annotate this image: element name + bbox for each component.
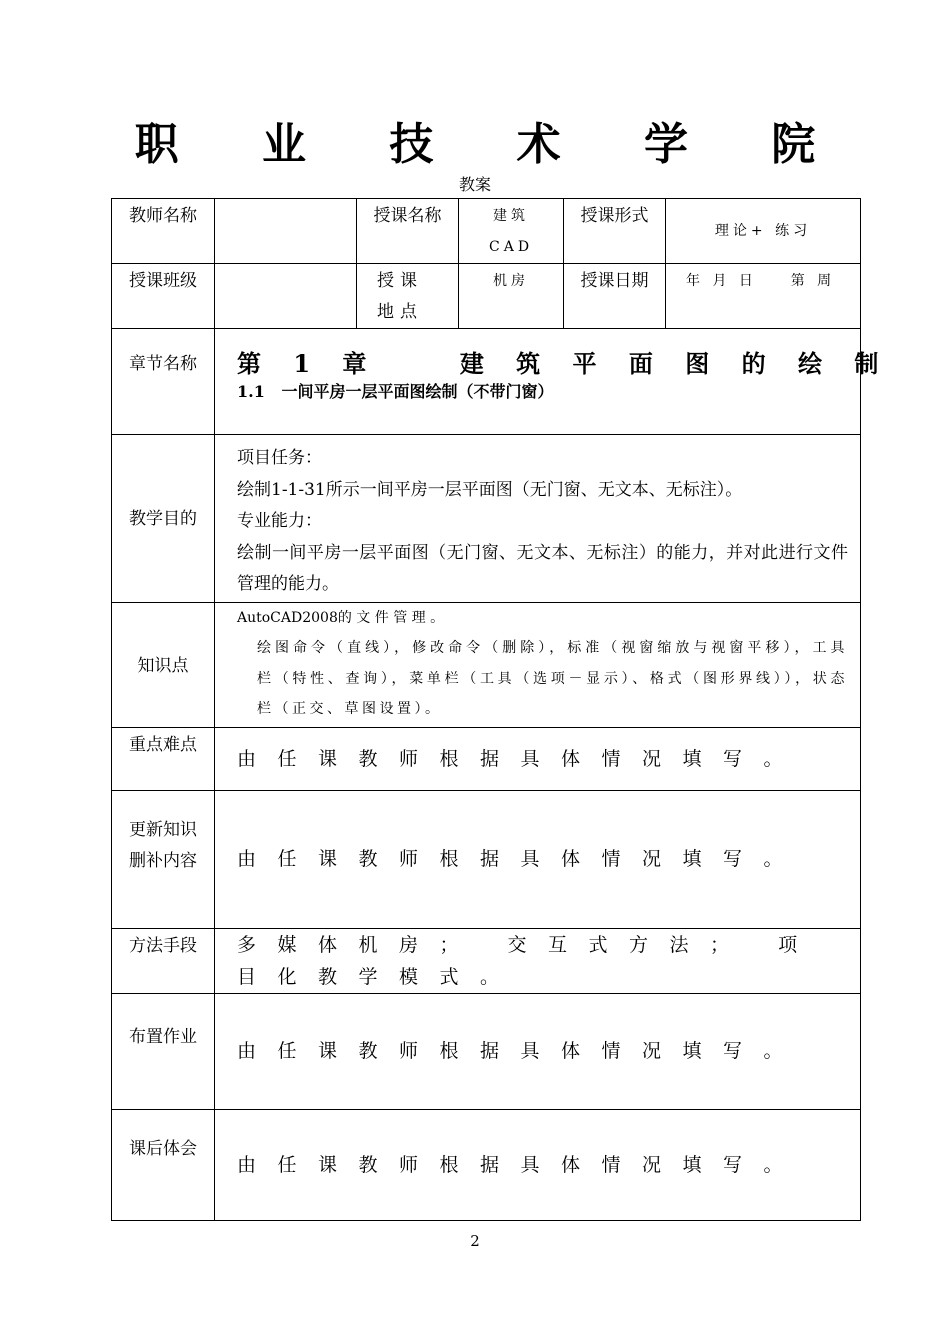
homework-value: 由任课教师根据具体情况填写。 [237,1040,805,1062]
chapter-cell [215,329,891,435]
homework-label: 布置作业 [112,994,215,1110]
location-label: 授课地点 [357,264,459,329]
course-form-label: 授课形式 [564,199,666,264]
class-label: 授课班级 [112,264,215,329]
goal-task-text: 绘制1-1-31所示一间平房一层平面图（无门窗、无文本、无标注）。 [237,479,743,500]
chapter-title: 第 1 章 建 筑 平 面 图 的 绘 制 [237,349,891,378]
homework-cell [215,994,861,1110]
knowledge-cell [215,603,861,728]
teacher-value [215,199,357,264]
page-title: 职 业 技 术 学 院 [134,119,850,170]
update-label: 更新知识删补内容 [112,791,215,929]
date-label: 授课日期 [564,264,666,329]
page-subtitle: 教案 [458,175,491,194]
update-value: 由任课教师根据具体情况填写。 [237,848,805,870]
course-name-value: 建筑CAD [459,199,564,264]
course-form-value: 理论+ 练习 [666,199,861,264]
lesson-plan-table [111,198,891,1221]
knowledge-label: 知识点 [112,603,215,728]
keypoints-value: 由任课教师根据具体情况填写。 [237,747,805,770]
goal-task-heading: 项目任务： [237,448,322,468]
reflection-label: 课后体会 [112,1110,215,1221]
goal-ability-text: 绘制一间平房一层平面图（无门窗、无文本、无标注）的能力，并对此进行文件管理的能力。 [237,542,848,594]
course-name-label: 授课名称 [357,199,459,264]
method-label: 方法手段 [112,929,215,994]
keypoints-label: 重点难点 [112,728,215,791]
teacher-label: 教师名称 [112,199,215,264]
knowledge-line-1: AutoCAD2008的 文 件 管 理 。 [237,610,445,626]
update-cell [215,791,861,929]
keypoints-cell [215,728,861,791]
chapter-label: 章节名称 [112,329,215,435]
goal-label: 教学目的 [112,435,215,603]
page-number: 2 [470,1232,480,1250]
method-value: 多媒体机房； 交互式方法； 项目化教学模式。 [237,934,819,988]
goal-ability-heading: 专业能力： [237,511,322,531]
date-value: 年 月 日 第 周 [666,264,861,329]
knowledge-line-2: 绘图命令（直线），修改命令（删除），标准（视窗缩放与视窗平移），工具栏（特性、查询），菜单栏（工具（选项－显示）、格式（图形界线）），状态栏（正交、草图设置）。 [257,640,848,717]
reflection-value: 由任课教师根据具体情况填写。 [237,1153,805,1176]
method-cell [215,929,861,994]
location-value: 机房 [459,264,564,329]
goal-cell [215,435,861,603]
reflection-cell [215,1110,861,1221]
class-value [215,264,357,329]
chapter-section: 1.1 一间平房一层平面图绘制（不带门窗） [237,382,554,401]
